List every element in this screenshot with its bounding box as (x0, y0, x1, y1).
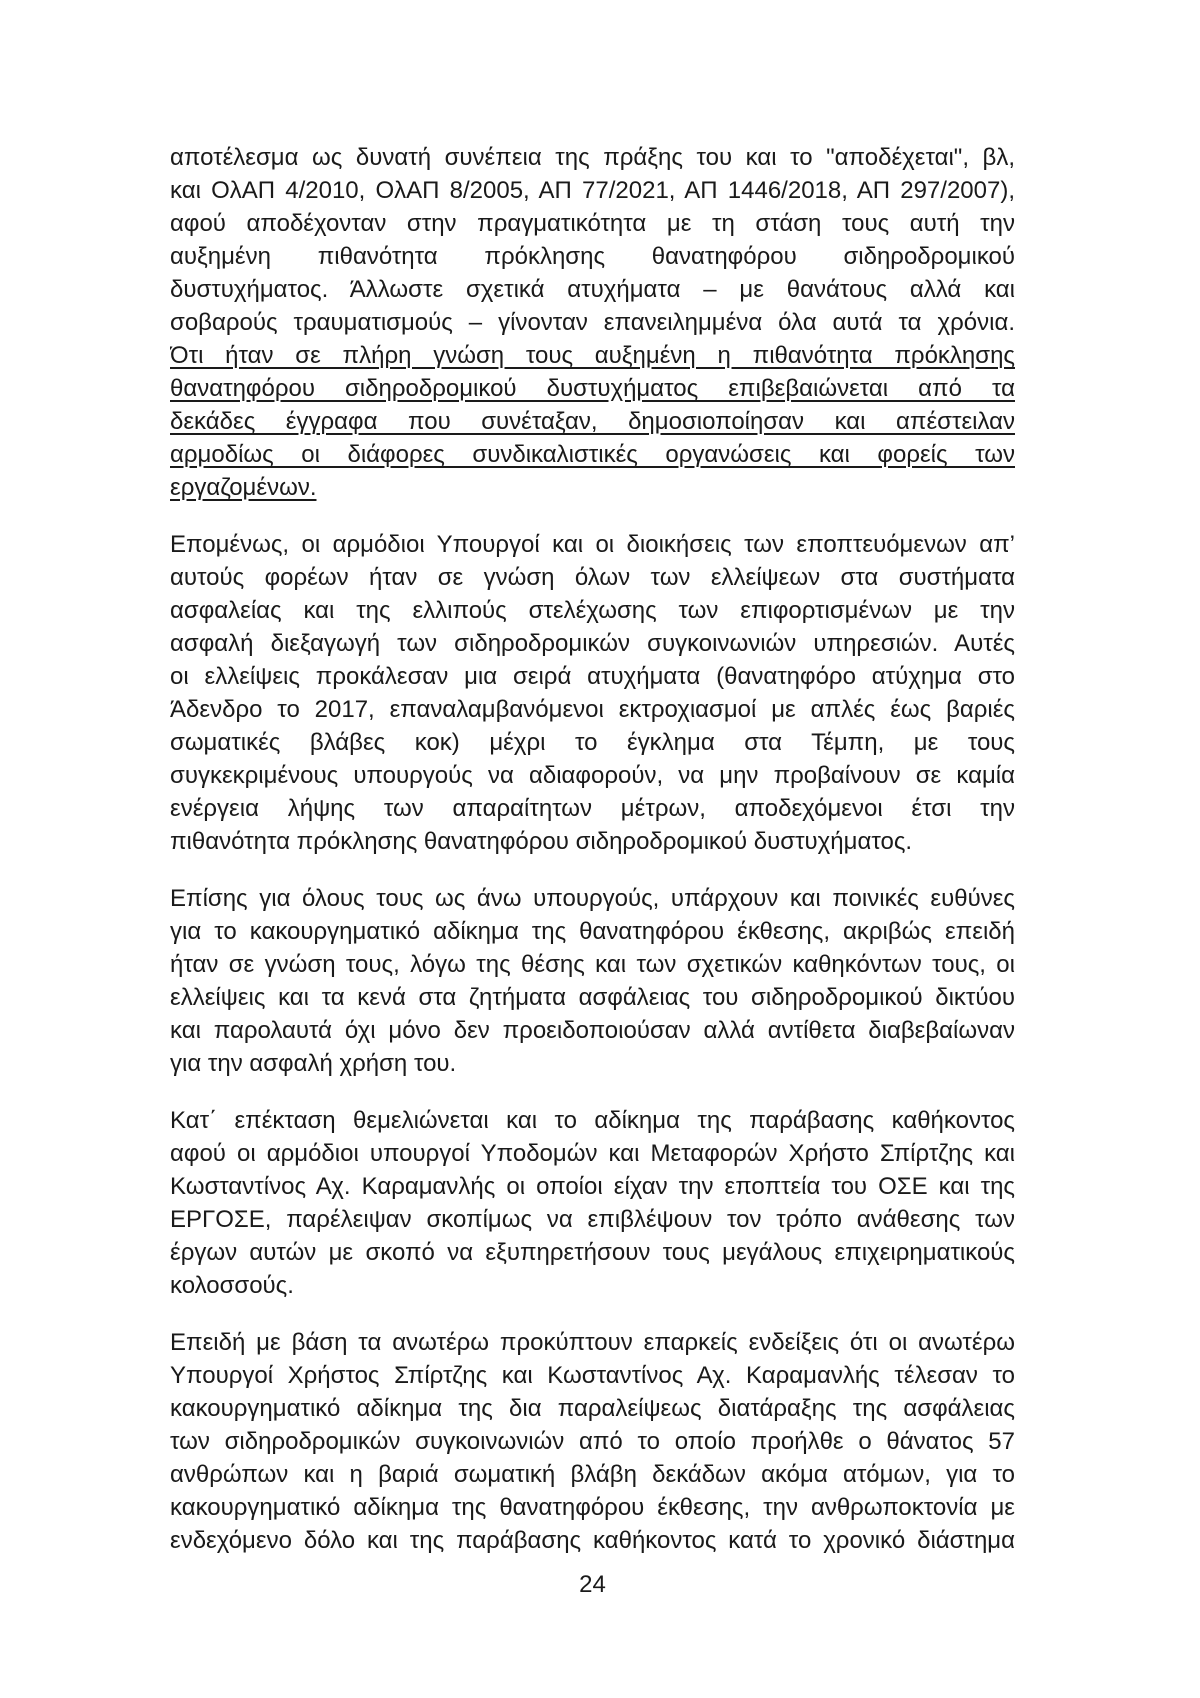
text-line: αφού οι αρμόδιοι υπουργοί Υποδομών και Μεταφορών Χρήστο Σπίρτζης και (170, 1140, 1015, 1167)
text-line: ήταν σε γνώση τους, λόγω της θέσης και των σχετικών καθηκόντων τους, οι (170, 951, 1015, 978)
text-line: κακουργηματικό αδίκημα της θανατηφόρου έκθεσης, την ανθρωποκτονία με (170, 1494, 1015, 1521)
text-line: ενδεχόμενο δόλο και της παράβασης καθήκοντος κατά το χρονικό διάστημα (170, 1527, 1015, 1554)
text-line: πιθανότητα πρόκλησης θανατηφόρου σιδηροδρομικού δυστυχήματος. (170, 828, 913, 855)
text-line: και παρολαυτά όχι μόνο δεν προειδοποιούσαν αλλά αντίθετα διαβεβαίωναν (170, 1017, 1015, 1044)
paragraph-1 (170, 141, 1015, 504)
text-line: αποτέλεσμα ως δυνατή συνέπεια της πράξης του και το "αποδέχεται", βλ, (170, 144, 1015, 171)
text-line: Κωσταντίνος Αχ. Καραμανλής οι οποίοι είχαν την εποπτεία του ΟΣΕ και της (170, 1173, 1015, 1200)
text-line: συγκεκριμένους υπουργούς να αδιαφορούν, να μην προβαίνουν σε καμία (170, 762, 1015, 789)
text-line: ΕΡΓΟΣΕ, παρέλειψαν σκοπίμως να επιβλέψουν τον τρόπο ανάθεσης των (170, 1206, 1015, 1233)
text-line: κολοσσούς. (170, 1272, 294, 1299)
text-line: των σιδηροδρομικών συγκοινωνιών από το οποίο προήλθε ο θάνατος 57 (170, 1428, 1015, 1455)
text-line: δυστυχήματος. Άλλωστε σχετικά ατυχήματα – με θανάτους αλλά και (170, 276, 1015, 303)
text-line: αυτούς φορέων ήταν σε γνώση όλων των ελλείψεων στα συστήματα (170, 564, 1015, 591)
text-line: οι ελλείψεις προκάλεσαν μια σειρά ατυχήματα (θανατηφόρο ατύχημα στο (170, 663, 1015, 690)
text-line: Άδενδρο το 2017, επαναλαμβανόμενοι εκτροχιασμοί με απλές έως βαριές (170, 696, 1015, 723)
text-line: αυξημένη πιθανότητα πρόκλησης θανατηφόρου σιδηροδρομικού (170, 243, 1015, 270)
text-line: δεκάδες έγγραφα που συνέταξαν, δημοσιοποίησαν και απέστειλαν (170, 408, 1015, 435)
text-line: Ότι ήταν σε πλήρη γνώση τους αυξημένη η πιθανότητα πρόκλησης (170, 342, 1015, 369)
paragraph-3 (170, 882, 1015, 1080)
text-line: αρμοδίως οι διάφορες συνδικαλιστικές οργανώσεις και φορείς των (170, 441, 1015, 468)
text-line: ανθρώπων και η βαριά σωματική βλάβη δεκάδων ακόμα ατόμων, για το (170, 1461, 1015, 1488)
text-line: Υπουργοί Χρήστος Σπίρτζης και Κωσταντίνος Αχ. Καραμανλής τέλεσαν το (170, 1362, 1015, 1389)
text-line: Επομένως, οι αρμόδιοι Υπουργοί και οι διοικήσεις των εποπτευόμενων απ’ (170, 531, 1015, 558)
text-line: κακουργηματικό αδίκημα της δια παραλείψεως διατάραξης της ασφάλειας (170, 1395, 1015, 1422)
paragraph-5 (170, 1326, 1015, 1557)
document-body (170, 141, 1015, 1581)
text-line: σωματικές βλάβες κοκ) μέχρι το έγκλημα στα Τέμπη, με τους (170, 729, 1015, 756)
text-line: για την ασφαλή χρήση του. (170, 1050, 457, 1077)
page-number: 24 (579, 1571, 606, 1598)
text-line: ελλείψεις και τα κενά στα ζητήματα ασφάλειας του σιδηροδρομικού δικτύου (170, 984, 1015, 1011)
text-line: ενέργεια λήψης των απαραίτητων μέτρων, αποδεχόμενοι έτσι την (170, 795, 1015, 822)
text-line: σοβαρούς τραυματισμούς – γίνονταν επανειλημμένα όλα αυτά τα χρόνια. (170, 309, 1015, 336)
paragraph-4 (170, 1104, 1015, 1302)
text-line: για το κακουργηματικό αδίκημα της θανατηφόρου έκθεσης, ακριβώς επειδή (170, 918, 1015, 945)
text-line: ασφαλείας και της ελλιπούς στελέχωσης των επιφορτισμένων με την (170, 597, 1015, 624)
text-line: αφού αποδέχονταν στην πραγματικότητα με τη στάση τους αυτή την (170, 210, 1015, 237)
text-line: Επειδή με βάση τα ανωτέρω προκύπτουν επαρκείς ενδείξεις ότι οι ανωτέρω (170, 1329, 1015, 1356)
text-line: και ΟλΑΠ 4/2010, ΟλΑΠ 8/2005, ΑΠ 77/2021, ΑΠ 1446/2018, ΑΠ 297/2007), (170, 177, 1015, 204)
paragraph-2 (170, 528, 1015, 858)
text-line: εργαζομένων. (170, 474, 317, 501)
text-line: ασφαλή διεξαγωγή των σιδηροδρομικών συγκοινωνιών υπηρεσιών. Αυτές (170, 630, 1015, 657)
text-line: θανατηφόρου σιδηροδρομικού δυστυχήματος επιβεβαιώνεται από τα (170, 375, 1015, 402)
text-line: Επίσης για όλους τους ως άνω υπουργούς, υπάρχουν και ποινικές ευθύνες (170, 885, 1015, 912)
text-line: έργων αυτών με σκοπό να εξυπηρετήσουν τους μεγάλους επιχειρηματικούς (170, 1239, 1015, 1266)
text-line: Κατ΄ επέκταση θεμελιώνεται και το αδίκημα της παράβασης καθήκοντος (170, 1107, 1015, 1134)
